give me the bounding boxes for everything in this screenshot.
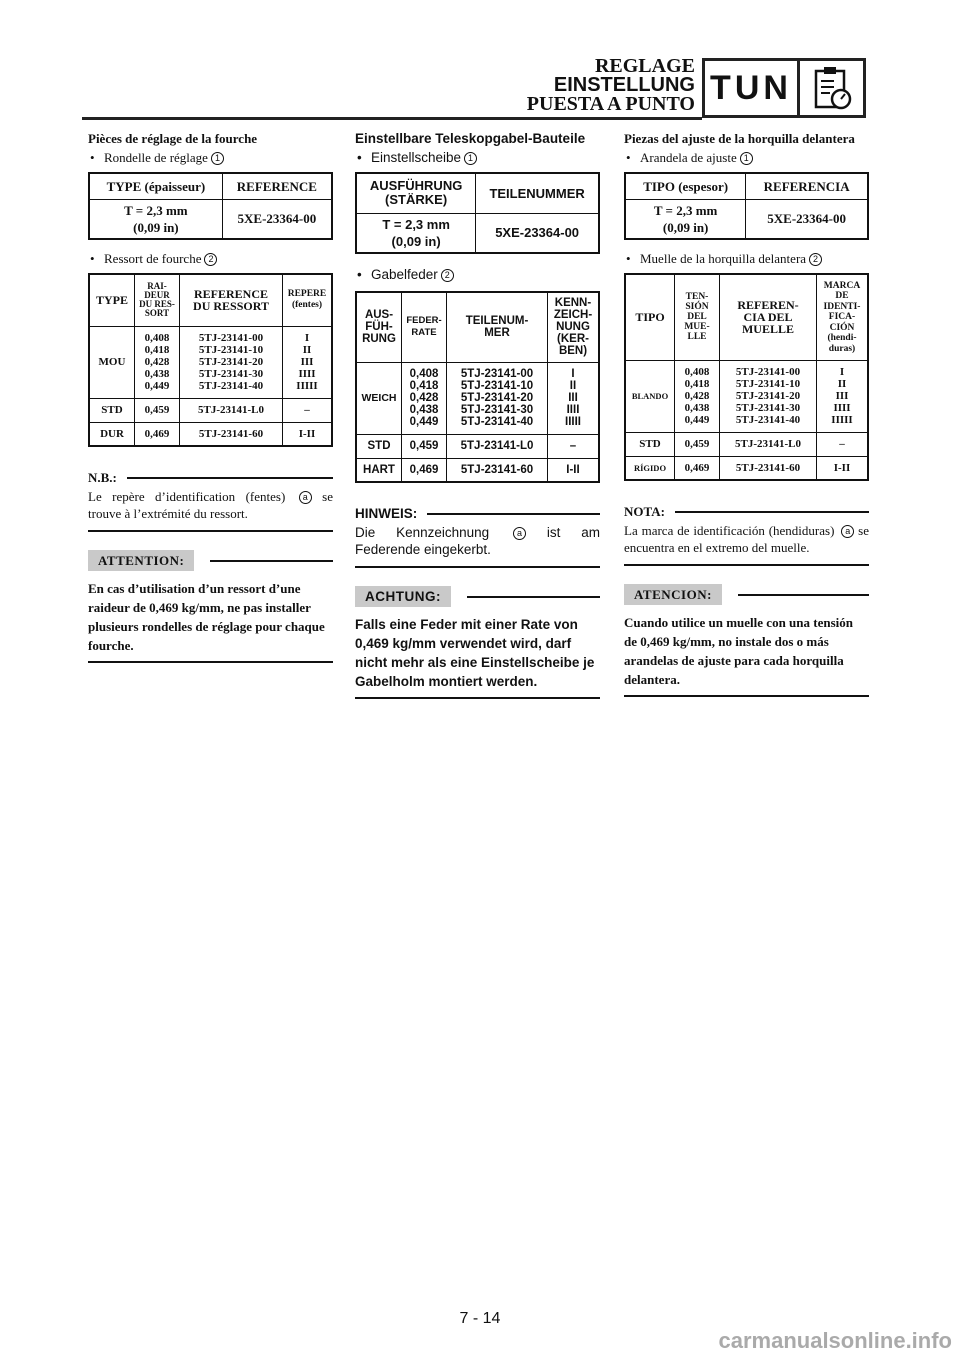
marker-2: 2 (809, 253, 822, 266)
washer-table: TIPO (espesor) REFERENCIA T = 2,3 mm (0,09 in) 5XE-23364-00 (624, 172, 869, 240)
note-rule (355, 566, 600, 568)
caution-text: En cas d’utilisation d’un ressort d’une raideur de 0,469 kg/mm, ne pas installer plusieurs rondelles de réglage pour chaque fourche. (88, 581, 325, 653)
bullet-adjust-washer: • Rondelle de réglage 1 (88, 149, 333, 166)
marker-a: a (841, 525, 854, 538)
note-heading: HINWEIS: (355, 505, 600, 522)
marker-a: a (299, 491, 312, 504)
caution-text: Falls eine Feder mit einer Rate von 0,469 kg/mm verwendet wird, darf nicht mehr als eine Einstellscheibe je Gabelholm montiert werden. (355, 617, 595, 689)
marker-2: 2 (204, 253, 217, 266)
column-spanish (624, 130, 869, 697)
caution-heading: ATENCION: (624, 584, 869, 605)
washer-table: AUSFÜHRUNG (STÄRKE) TEILENUMMER T = 2,3 mm (0,09 in) 5XE-23364-00 (355, 172, 600, 254)
column-french (88, 130, 333, 663)
marker-1: 1 (211, 152, 224, 165)
section-tab (702, 58, 866, 118)
spring-table: AUS- FÜH- RUNG FEDER- RATE TEILENUM- MER KENN- ZEICH- NUNG (KER- BEN) WEICH 0,408 0,418 0,428 0,438 0,449 5TJ-23141-00 5TJ-23141-10 5TJ-23141-20 5TJ-23141-30 5TJ-23141-40 I II III IIII IIIII STD 0,459 5TJ-23141-L0 – HART 0,469 5TJ-23141-60 I-II (355, 291, 600, 483)
clipboard-gauge-icon (800, 61, 863, 115)
note-heading: N.B.: (88, 469, 333, 486)
marker-1: 1 (464, 152, 477, 165)
section-title: Einstellbare Teleskopgabel-Bauteile (355, 131, 586, 146)
note-heading: NOTA: (624, 503, 869, 520)
section-title: Piezas del ajuste de la horquilla delantera (624, 131, 855, 146)
caution-rule (624, 695, 869, 697)
note-text: Le repère d’identification (fentes) a se trouve à l’extrémité du ressort. (88, 489, 334, 521)
caution-heading: ACHTUNG: (355, 586, 600, 607)
column-german (355, 130, 600, 699)
note-text: Die Kennzeichnung a ist am Federende eingekerbt. (355, 525, 600, 557)
page-number: 7 - 14 (459, 1310, 501, 1327)
section-code: TUN (705, 61, 800, 115)
spring-table: TYPE RAI- DEUR DU RES- SORT REFERENCE DU RESSORT REPERE (fentes) MOU 0,408 0,418 0,428 0,438 0,449 5TJ-23141-00 5TJ-23141-10 5TJ-23141-20 5TJ-23141-30 5TJ-23141-40 I II III IIII IIIII STD 0,459 5TJ-23141-L0 – DUR 0,469 5TJ-23141-60 I-II (88, 273, 333, 447)
watermark: carmanualsonline.info (718, 1328, 952, 1353)
spring-table: TIPO TEN- SIÓN DEL MUE- LLE REFEREN- CIA DEL MUELLE MARCA DE IDENTI- FICA- CIÓN (hendi- duras) BLANDO 0,408 0,418 0,428 0,438 0,449 5TJ-23141-00 5TJ-23141-10 5TJ-23141-20 5TJ-23141-30 5TJ-23141-40 I II III IIII IIIII STD 0,459 5TJ-23141-L0 – RÍGIDO 0,469 5TJ-23141-60 I-II (624, 273, 869, 481)
bullet-fork-spring: • Gabelfeder 2 (355, 266, 600, 283)
bullet-fork-spring: • Muelle de la horquilla delantera 2 (624, 250, 869, 267)
header-title-de: EINSTELLUNG (553, 74, 695, 96)
marker-1: 1 (740, 152, 753, 165)
header-rule (82, 117, 702, 120)
caution-rule (88, 661, 333, 663)
caution-text: Cuando utilice un muelle con una tensión de 0,469 kg/mm, no instale dos o más arandelas de ajuste para cada horquilla delantera. (624, 615, 853, 687)
washer-table: TYPE (épaisseur) REFERENCE T = 2,3 mm (0,09 in) 5XE-23364-00 (88, 172, 333, 240)
bullet-adjust-washer: • Einstellscheibe 1 (355, 149, 600, 166)
caution-heading: ATTENTION: (88, 550, 333, 571)
note-text: La marca de identificación (hendiduras) a se encuentra en el extremo del muelle. (624, 523, 869, 555)
note-rule (624, 564, 869, 566)
bullet-fork-spring: • Ressort de fourche 2 (88, 250, 333, 267)
marker-a: a (513, 527, 526, 540)
section-title: Pièces de réglage de la fourche (88, 131, 258, 146)
caution-rule (355, 697, 600, 699)
header-title-fr: REGLAGE (594, 55, 695, 77)
note-rule (88, 530, 333, 532)
marker-2: 2 (441, 269, 454, 282)
bullet-adjust-washer: • Arandela de ajuste 1 (624, 149, 869, 166)
header-title-es: PUESTA A PUNTO (526, 93, 695, 115)
